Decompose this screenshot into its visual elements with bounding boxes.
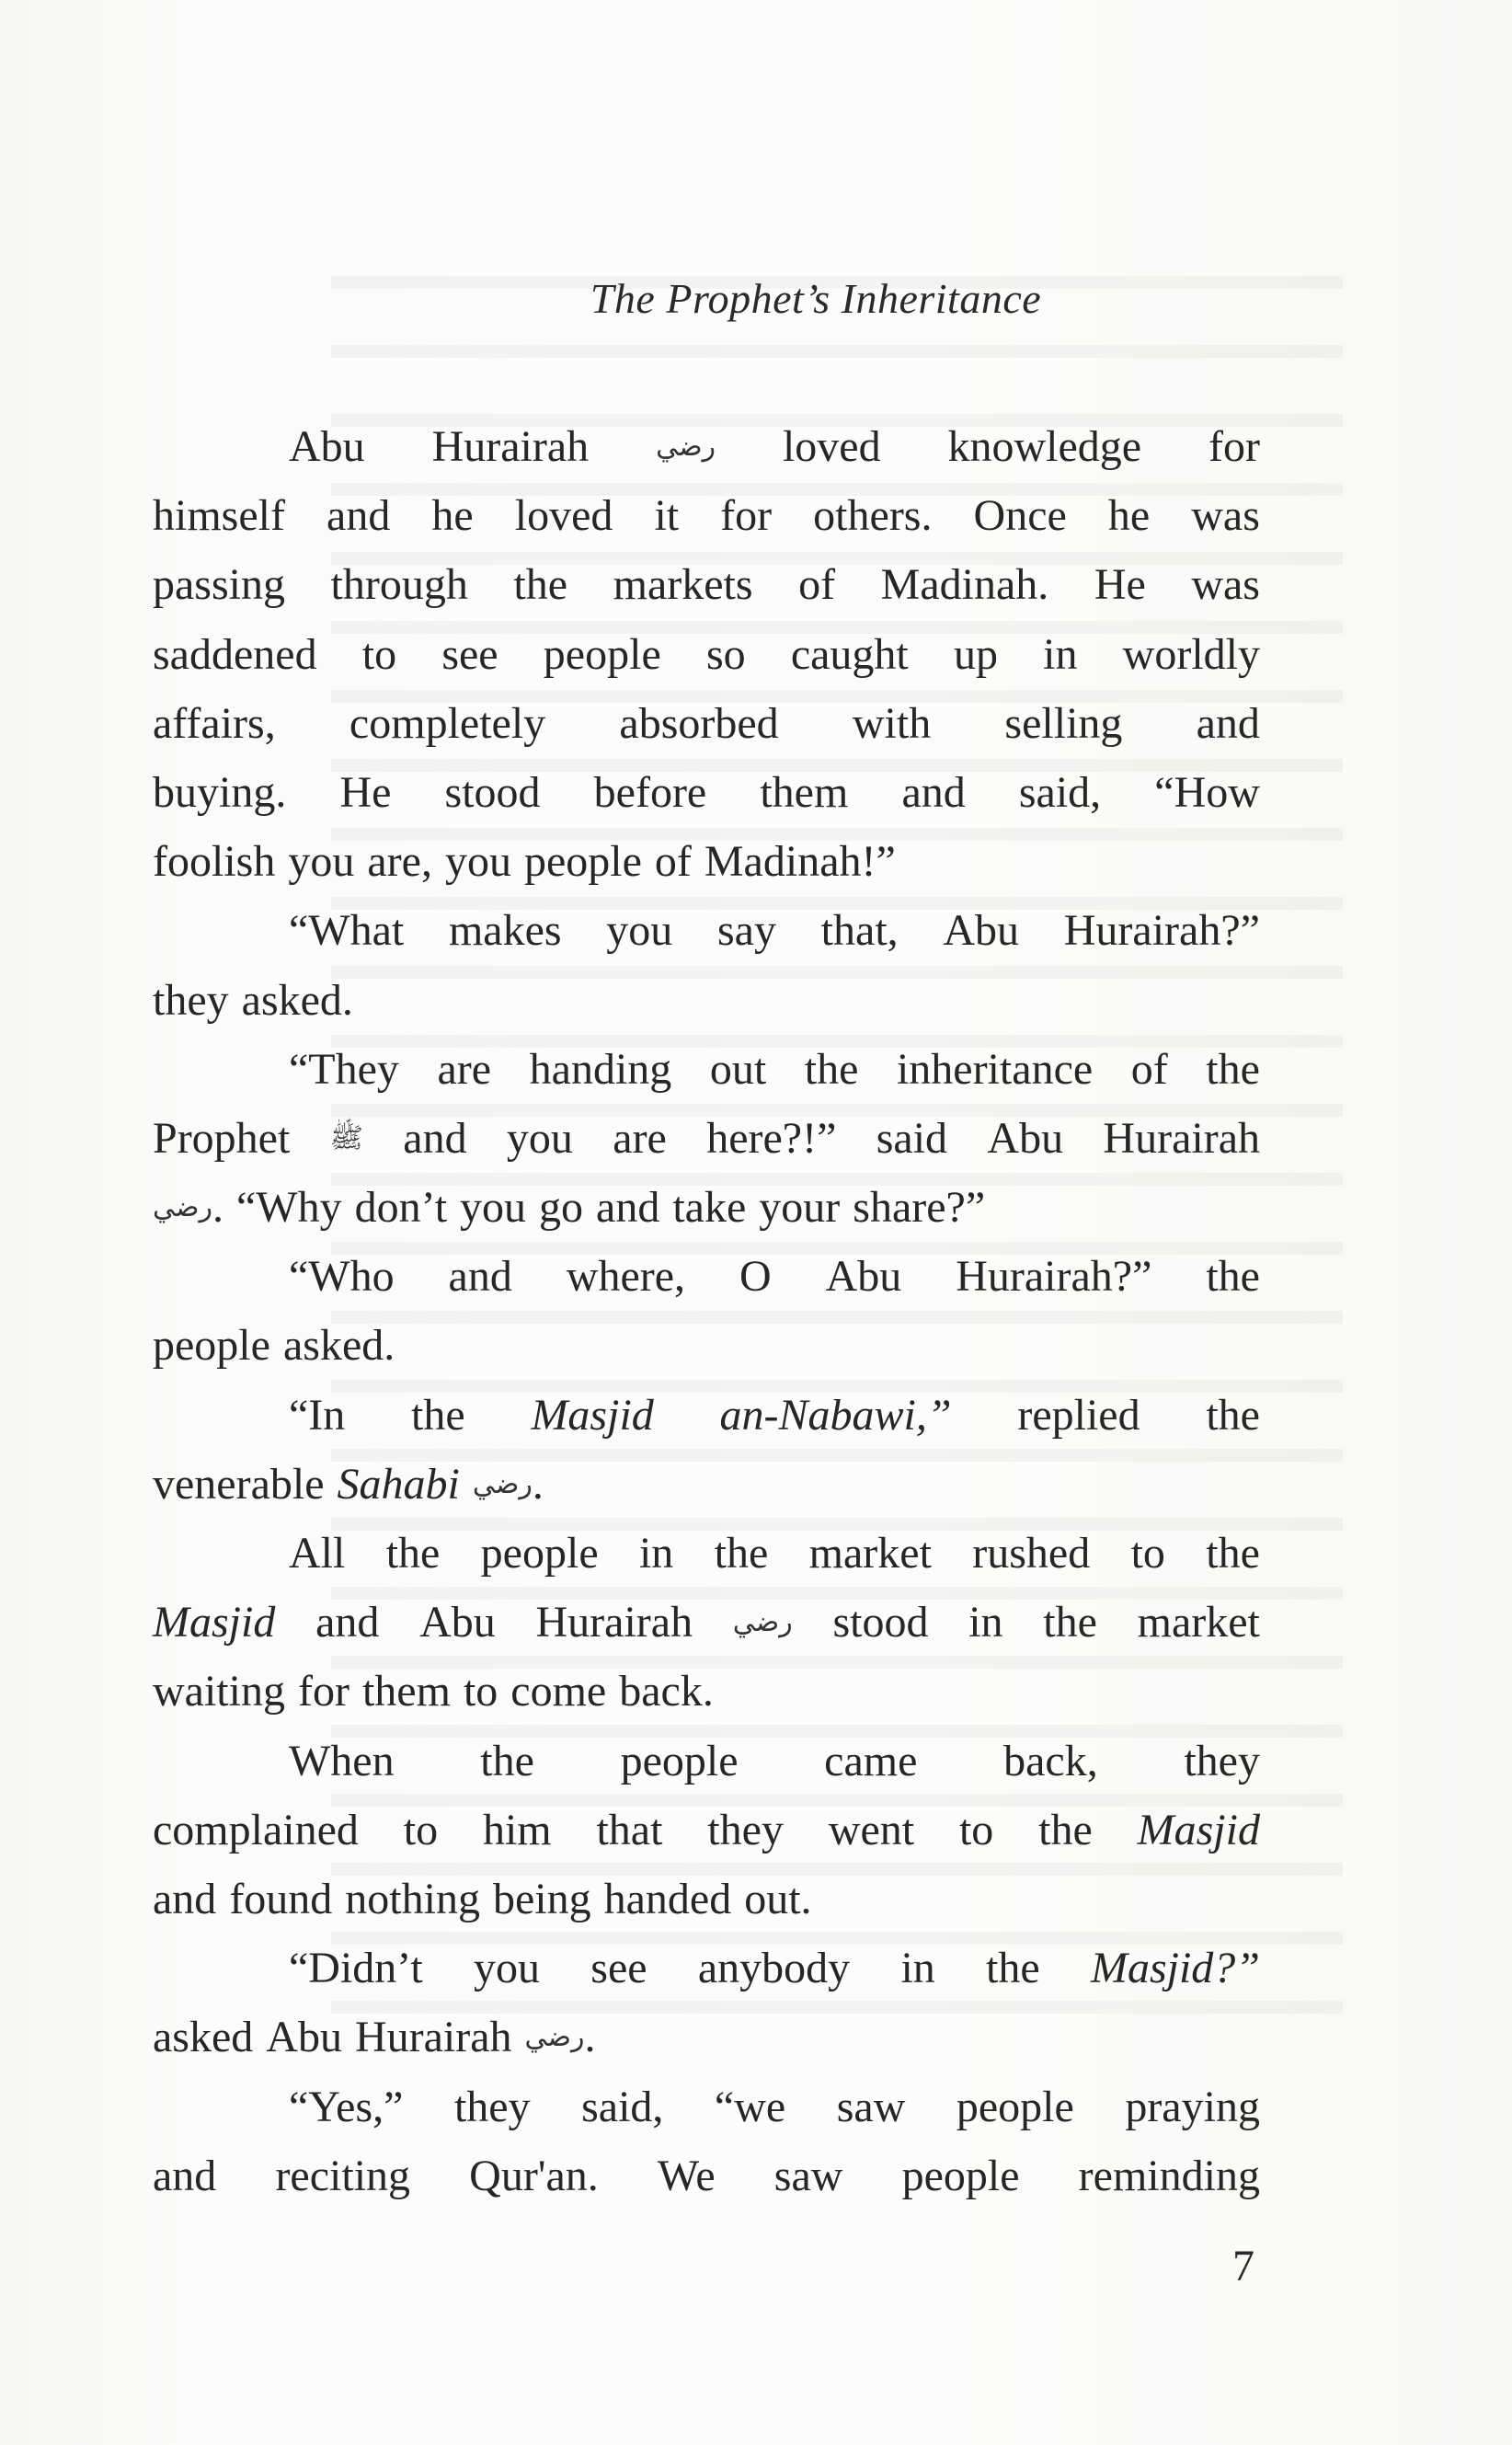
word	[330, 1104, 363, 1173]
word: the	[1206, 1529, 1260, 1578]
word: All	[289, 1529, 346, 1578]
word: the	[411, 1390, 465, 1440]
word: Hurairah?”	[956, 1252, 1152, 1302]
word: the	[1038, 1805, 1093, 1854]
word: said	[876, 1113, 948, 1163]
text-line	[153, 1657, 1260, 1726]
word: waiting	[153, 1667, 285, 1716]
text-line	[153, 1242, 1260, 1311]
word: Sahabi	[337, 1459, 460, 1509]
word: Madinah.	[880, 560, 1049, 610]
word: so	[705, 629, 746, 679]
word: the	[1206, 1390, 1260, 1440]
word: رضي.	[153, 1183, 223, 1233]
word: to	[958, 1805, 994, 1854]
text-line	[153, 758, 1260, 827]
text-line	[153, 1865, 1260, 1934]
word: saw	[836, 2082, 906, 2131]
word: in	[638, 1529, 674, 1578]
word: makes	[448, 906, 562, 956]
word: it	[654, 491, 680, 541]
word: through	[330, 560, 468, 610]
text-line	[153, 412, 1260, 481]
word: the	[480, 1736, 534, 1785]
text-line	[153, 896, 1260, 965]
word: Masjid	[531, 1390, 654, 1440]
text-line	[153, 1450, 1260, 1519]
word: “Who	[289, 1252, 395, 1302]
word: He	[339, 767, 392, 817]
word: to	[361, 629, 397, 679]
word: Qur'an.	[469, 2151, 599, 2200]
word: markets	[613, 560, 753, 610]
word: are	[437, 1044, 492, 1094]
word: are,	[367, 837, 432, 887]
word: said,	[1018, 767, 1102, 817]
word: the	[804, 1044, 859, 1094]
word: are	[613, 1113, 667, 1163]
word: Prophet	[153, 1113, 291, 1163]
word: Abu	[943, 906, 1020, 956]
word: affairs,	[153, 698, 276, 748]
word: buying.	[153, 767, 287, 817]
honorific-radiyallahu-glyph: رضي	[732, 1607, 793, 1638]
word: Abu	[419, 1598, 496, 1647]
word: that,	[820, 906, 899, 956]
word: of	[798, 560, 836, 610]
word: and	[403, 1113, 467, 1163]
word: loved	[514, 491, 613, 541]
word: and	[153, 2151, 217, 2200]
word	[656, 412, 716, 481]
word: “How	[1154, 767, 1260, 817]
word: people	[956, 2082, 1074, 2131]
word: the	[1206, 1252, 1260, 1302]
honorific-radiyallahu-glyph: رضي	[524, 2022, 585, 2053]
word: people	[620, 1736, 739, 1785]
word: and	[596, 1183, 660, 1233]
word: Madinah!”	[704, 837, 896, 887]
text-line	[153, 2141, 1260, 2210]
word: anybody	[697, 1944, 851, 1993]
word: Abu	[825, 1252, 902, 1302]
word: رضي.	[472, 1459, 544, 1509]
honorific-radiyallahu-glyph: رضي	[656, 430, 716, 462]
word: the	[1043, 1598, 1097, 1647]
word: you	[606, 906, 673, 956]
word: Hurairah?”	[1063, 906, 1260, 956]
word: for	[1208, 422, 1260, 471]
word: others.	[813, 491, 933, 541]
word: and	[315, 1598, 380, 1647]
word: to	[463, 1667, 498, 1716]
word: رضي.	[524, 2013, 596, 2062]
text-line	[153, 1311, 1260, 1380]
text-line	[153, 1173, 1260, 1242]
word: Hurairah	[535, 1598, 693, 1647]
word: up	[953, 629, 998, 679]
word: you	[444, 837, 511, 887]
word: When	[289, 1736, 395, 1785]
word: in	[1043, 629, 1078, 679]
honorific-salallahu-glyph: ﷺ	[329, 1122, 363, 1154]
word: where,	[566, 1252, 686, 1302]
text-line	[153, 1104, 1260, 1173]
text-line	[153, 620, 1260, 689]
word: nothing	[345, 1874, 480, 1923]
word: they	[1184, 1736, 1260, 1785]
word: people	[480, 1529, 599, 1578]
word: they	[707, 1805, 784, 1854]
text-line	[153, 1519, 1260, 1588]
word: don’t	[354, 1183, 448, 1233]
word: stood	[832, 1598, 929, 1647]
word: the	[1206, 1044, 1260, 1094]
word: loved	[782, 422, 881, 471]
word: you	[460, 1183, 527, 1233]
word: people	[543, 629, 661, 679]
word: “In	[289, 1390, 346, 1440]
text-line	[153, 1934, 1260, 2003]
word: to	[1130, 1529, 1165, 1578]
word: he	[1107, 491, 1151, 541]
text-line	[153, 1588, 1260, 1657]
word: in	[968, 1598, 1003, 1647]
word: here?!”	[706, 1113, 837, 1163]
word: back.	[619, 1667, 714, 1716]
word: was	[1191, 491, 1260, 541]
text-line	[153, 1796, 1260, 1865]
word: your	[759, 1183, 841, 1233]
word: handed	[603, 1874, 732, 1923]
word: the	[513, 560, 568, 610]
word: We	[657, 2151, 716, 2200]
word: replied	[1017, 1390, 1140, 1440]
word: with	[852, 698, 932, 748]
word: you	[506, 1113, 573, 1163]
word: saddened	[153, 629, 317, 679]
word: before	[593, 767, 707, 817]
word: people	[523, 837, 642, 887]
word: go	[539, 1183, 584, 1233]
text-line	[153, 1381, 1260, 1450]
word: Abu	[289, 422, 365, 471]
text-line	[153, 827, 1260, 896]
word: asked	[153, 2013, 254, 2062]
word: rushed	[972, 1529, 1091, 1578]
word: market	[808, 1529, 932, 1578]
word: Abu	[987, 1113, 1064, 1163]
text-line	[153, 2072, 1260, 2141]
word: “Didn’t	[289, 1944, 423, 1993]
word: in	[900, 1944, 935, 1993]
word: people	[901, 2151, 1020, 2200]
word: venerable	[153, 1459, 325, 1509]
word: complained	[153, 1805, 359, 1854]
word: completely	[349, 698, 546, 748]
word: an-Nabawi,”	[719, 1390, 952, 1440]
word: say	[716, 906, 776, 956]
word: selling	[1004, 698, 1123, 748]
word: people	[153, 1321, 270, 1371]
honorific-radiyallahu-glyph: رضي	[153, 1192, 212, 1223]
word: “we	[714, 2082, 786, 2131]
word: market	[1137, 1598, 1260, 1647]
word: went	[828, 1805, 915, 1854]
word: share?”	[853, 1183, 986, 1233]
word: back,	[1003, 1736, 1098, 1785]
word: praying	[1125, 2082, 1260, 2131]
body-text	[153, 412, 1260, 2210]
word: the	[385, 1529, 441, 1578]
word: Once	[973, 491, 1067, 541]
word: worldly	[1122, 629, 1260, 679]
word: inheritance	[896, 1044, 1094, 1094]
word: they	[453, 2082, 531, 2131]
word: handing	[529, 1044, 672, 1094]
word: and	[1196, 698, 1260, 748]
word: come	[510, 1667, 607, 1716]
word: “Why	[235, 1183, 342, 1233]
page-number: 7	[1232, 2242, 1254, 2290]
word: Hurairah	[354, 2013, 512, 2062]
word: reciting	[275, 2151, 411, 2200]
word: and	[153, 1874, 217, 1923]
word: to	[403, 1805, 439, 1854]
word: knowledge	[947, 422, 1142, 471]
honorific-radiyallahu-glyph: رضي	[472, 1468, 533, 1499]
text-line	[153, 1035, 1260, 1104]
word: said,	[581, 2082, 664, 2131]
word: and	[448, 1252, 512, 1302]
word: Hurairah	[1103, 1113, 1260, 1163]
text-line	[153, 2003, 1260, 2072]
word: you	[288, 837, 355, 887]
word: that	[596, 1805, 663, 1854]
word: foolish	[153, 837, 276, 887]
text-line	[153, 1727, 1260, 1796]
page-title: The Prophet’s Inheritance	[590, 275, 1042, 322]
word: of	[1130, 1044, 1168, 1094]
word: “Yes,”	[289, 2082, 404, 2131]
word: came	[824, 1736, 918, 1785]
text-line	[153, 689, 1260, 758]
word: himself	[153, 491, 285, 541]
word: the	[986, 1944, 1040, 1993]
word: “What	[289, 906, 405, 956]
word: them	[760, 767, 849, 817]
word: Masjid?”	[1090, 1944, 1260, 1993]
text-line	[153, 550, 1260, 619]
word: O	[739, 1252, 772, 1302]
word: them	[361, 1667, 451, 1716]
text-line	[153, 966, 1260, 1035]
word: out.	[744, 1874, 812, 1923]
word: for	[720, 491, 773, 541]
word: they	[153, 975, 229, 1025]
word: reminding	[1078, 2151, 1260, 2200]
word: the	[714, 1529, 769, 1578]
word: being	[492, 1874, 591, 1923]
word: Hurairah	[431, 422, 590, 471]
word: stood	[444, 767, 541, 817]
word: passing	[153, 560, 285, 610]
text-line	[153, 481, 1260, 550]
word: for	[297, 1667, 349, 1716]
word: and	[326, 491, 391, 541]
word: was	[1191, 560, 1260, 610]
word: Masjid	[1137, 1805, 1260, 1854]
word: you	[474, 1944, 541, 1993]
word	[733, 1588, 793, 1657]
word: absorbed	[619, 698, 779, 748]
word: Abu	[266, 2013, 342, 2062]
word: out	[709, 1044, 767, 1094]
word: “They	[289, 1044, 399, 1094]
word: Masjid	[153, 1598, 276, 1647]
word: asked.	[282, 1321, 395, 1371]
word: He	[1094, 560, 1146, 610]
word: and	[901, 767, 966, 817]
word: found	[229, 1874, 333, 1923]
word: of	[654, 837, 692, 887]
word: see	[590, 1944, 647, 1993]
word: caught	[790, 629, 909, 679]
word: saw	[773, 2151, 843, 2200]
word: he	[431, 491, 474, 541]
word: see	[441, 629, 498, 679]
word: take	[672, 1183, 747, 1233]
word: asked.	[241, 975, 353, 1025]
word: him	[482, 1805, 552, 1854]
